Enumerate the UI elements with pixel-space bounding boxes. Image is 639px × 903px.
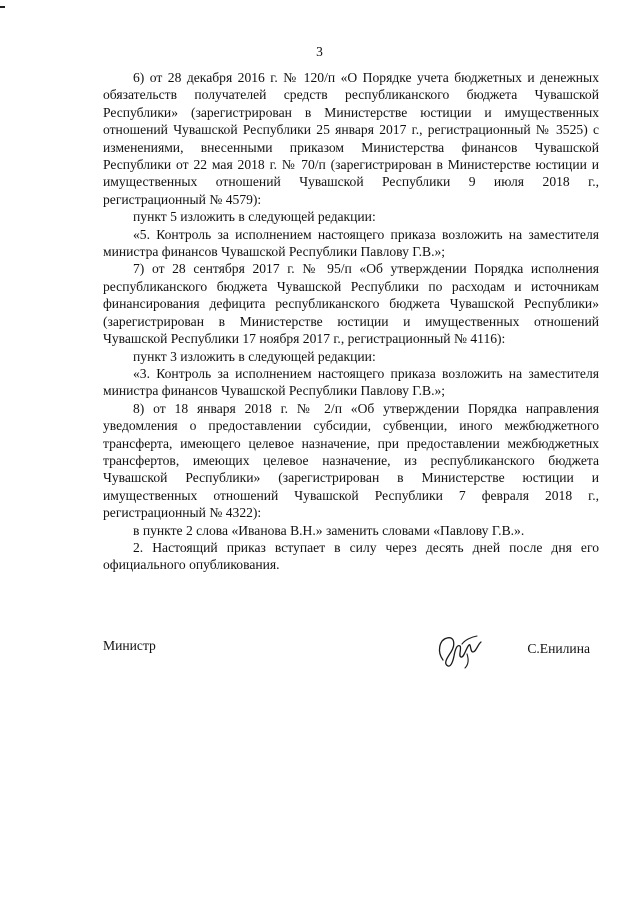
- paragraph-item-8: 8) от 18 января 2018 г. № 2/п «Об утверждении Порядка направления уведомления о предоставлении субсидии, субвенции, иного межбюджетного трансферта, имеющего целевое назначение, при предоставлении межбюджетных трансфертов, имеющих целевое назначение, из республиканского бюджета Чувашской Республики» (зарегистрирован в Министерстве юстиции и имущественных отношений Чувашской Республики 7 февраля 2018 г., регистрационный № 4322):: [103, 400, 599, 521]
- signature-block: [103, 636, 599, 676]
- paragraph-item-8-instruction: в пункте 2 слова «Иванова В.Н.» заменить словами «Павлову Г.В.».: [133, 522, 525, 538]
- scan-corner-mark: [0, 6, 5, 8]
- paragraph-item-7-instruction: пункт 3 изложить в следующей редакции:: [133, 348, 376, 364]
- paragraph-clause-2: 2. Настоящий приказ вступает в силу через десять дней после дня его официального опубликования.: [103, 539, 599, 573]
- handwritten-signature-icon: [429, 630, 487, 670]
- paragraph-item-6-new-text: «5. Контроль за исполнением настоящего приказа возложить на заместителя министра финансов Чувашской Республики Павлову Г.В.»;: [103, 226, 599, 260]
- page-number: 3: [316, 44, 323, 59]
- paragraph-item-6: 6) от 28 декабря 2016 г. № 120/п «О Порядке учета бюджетных и денежных обязательств получателей средств республиканского бюджета Чувашской Республики» (зарегистрирован в Министерстве юстиции и имущественных отношений Чувашской Республики 25 января 2017 г., регистрационный № 3525) с изменениями, внесенными приказом Министерства финансов Чувашской Республики от 22 мая 2018 г. № 70/п (зарегистрирован в Министерстве юстиции и имущественных отношений Чувашской Республики 9 июля 2018 г., регистрационный № 4579):: [103, 70, 599, 207]
- paragraph-item-6-instruction: пункт 5 изложить в следующей редакции:: [133, 209, 376, 225]
- paragraph-item-7-new-text: «3. Контроль за исполнением настоящего приказа возложить на заместителя министра финансов Чувашской Республики Павлову Г.В.»;: [103, 365, 599, 399]
- signatory-name: С.Енилина: [527, 641, 590, 656]
- paragraph-item-7: 7) от 28 сентября 2017 г. № 95/п «Об утверждении Порядка исполнения республиканского бюджета Чувашской Республики по расходам и источникам финансирования дефицита республиканского бюджета Чувашской Республики» (зарегистрирован в Министерстве юстиции и имущественных отношений Чувашской Республики 17 ноября 2017 г., регистрационный № 4116):: [103, 261, 599, 347]
- document-body: [103, 69, 599, 574]
- signatory-position: Министр: [103, 638, 156, 653]
